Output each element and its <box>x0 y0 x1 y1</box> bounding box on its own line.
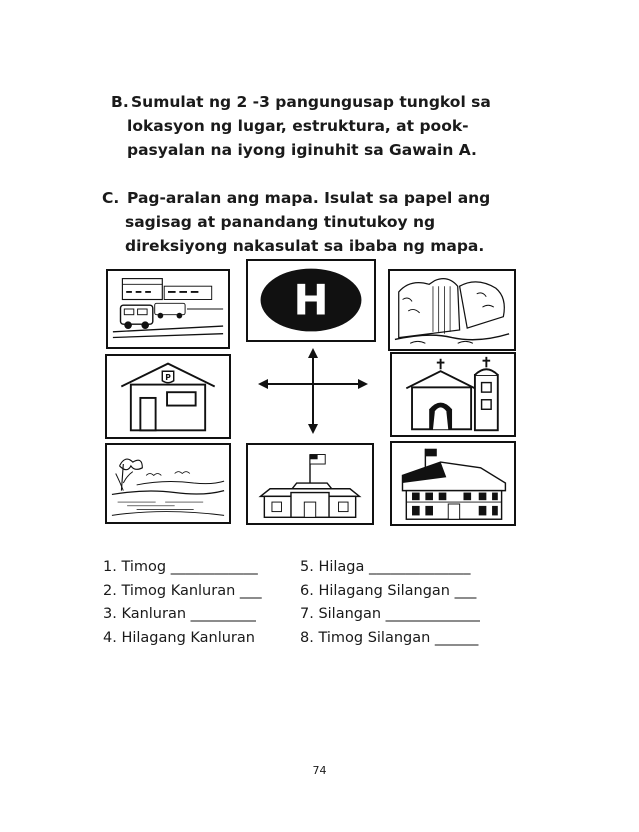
hospital-letter: H <box>293 275 329 325</box>
section-b-line: Sumulat ng 2 -3 pangungusap tungkol sa <box>131 93 491 111</box>
list-item: 4. Hilagang Kanluran <box>103 629 255 646</box>
section-c-line: Pag-aralan ang mapa. Isulat sa papel ang <box>127 189 491 207</box>
page-number: 74 <box>312 764 327 777</box>
list-item: 1. Timog ____________ <box>103 559 258 575</box>
items-left <box>103 556 262 650</box>
section-b-label: B. <box>111 93 129 111</box>
map-cell-hospital <box>246 259 376 342</box>
list-item: 5. Hilaga ______________ <box>300 559 471 575</box>
items-right <box>300 556 480 650</box>
hospital-icon <box>248 261 374 340</box>
list-item: 2. Timog Kanluran ___ <box>103 582 262 599</box>
list-item: 8. Timog Silangan ______ <box>300 629 479 646</box>
section-c-line: direksiyong nakasulat sa ibaba ng mapa. <box>125 237 485 255</box>
church-icon <box>392 354 514 435</box>
section-c-label: C. <box>102 189 120 207</box>
compass-cross-icon <box>256 346 370 436</box>
section-b-text <box>127 90 491 162</box>
landscape-tree-icon <box>107 445 229 522</box>
list-item: 6. Hilagang Silangan ___ <box>300 582 477 599</box>
map-cell-municipal-hall <box>390 441 516 526</box>
list-item: 3. Kanluran _________ <box>103 606 256 622</box>
map-cell-school <box>246 443 374 525</box>
badge-letter: P <box>165 372 171 382</box>
waterfall-icon <box>390 271 514 349</box>
map-cell-church <box>390 352 516 437</box>
section-c-text <box>127 186 490 258</box>
map-cell-waterfall <box>388 269 516 351</box>
street-traffic-icon <box>108 271 228 347</box>
list-item: 7. Silangan _____________ <box>300 606 480 622</box>
school-icon <box>248 445 372 523</box>
police-station-icon <box>107 356 229 437</box>
section-b-line: lokasyon ng lugar, estruktura, at pook- <box>127 117 469 135</box>
map-cell-police-station <box>105 354 231 439</box>
map-cell-street <box>106 269 230 349</box>
municipal-hall-icon <box>392 443 514 524</box>
section-c <box>102 186 119 210</box>
map-cell-landscape <box>105 443 231 524</box>
section-b <box>111 90 129 114</box>
section-b-line: pasyalan na iyong iginuhit sa Gawain A. <box>127 141 477 159</box>
map-cell-compass <box>256 346 370 436</box>
section-c-line: sagisag at panandang tinutukoy ng <box>125 213 436 231</box>
